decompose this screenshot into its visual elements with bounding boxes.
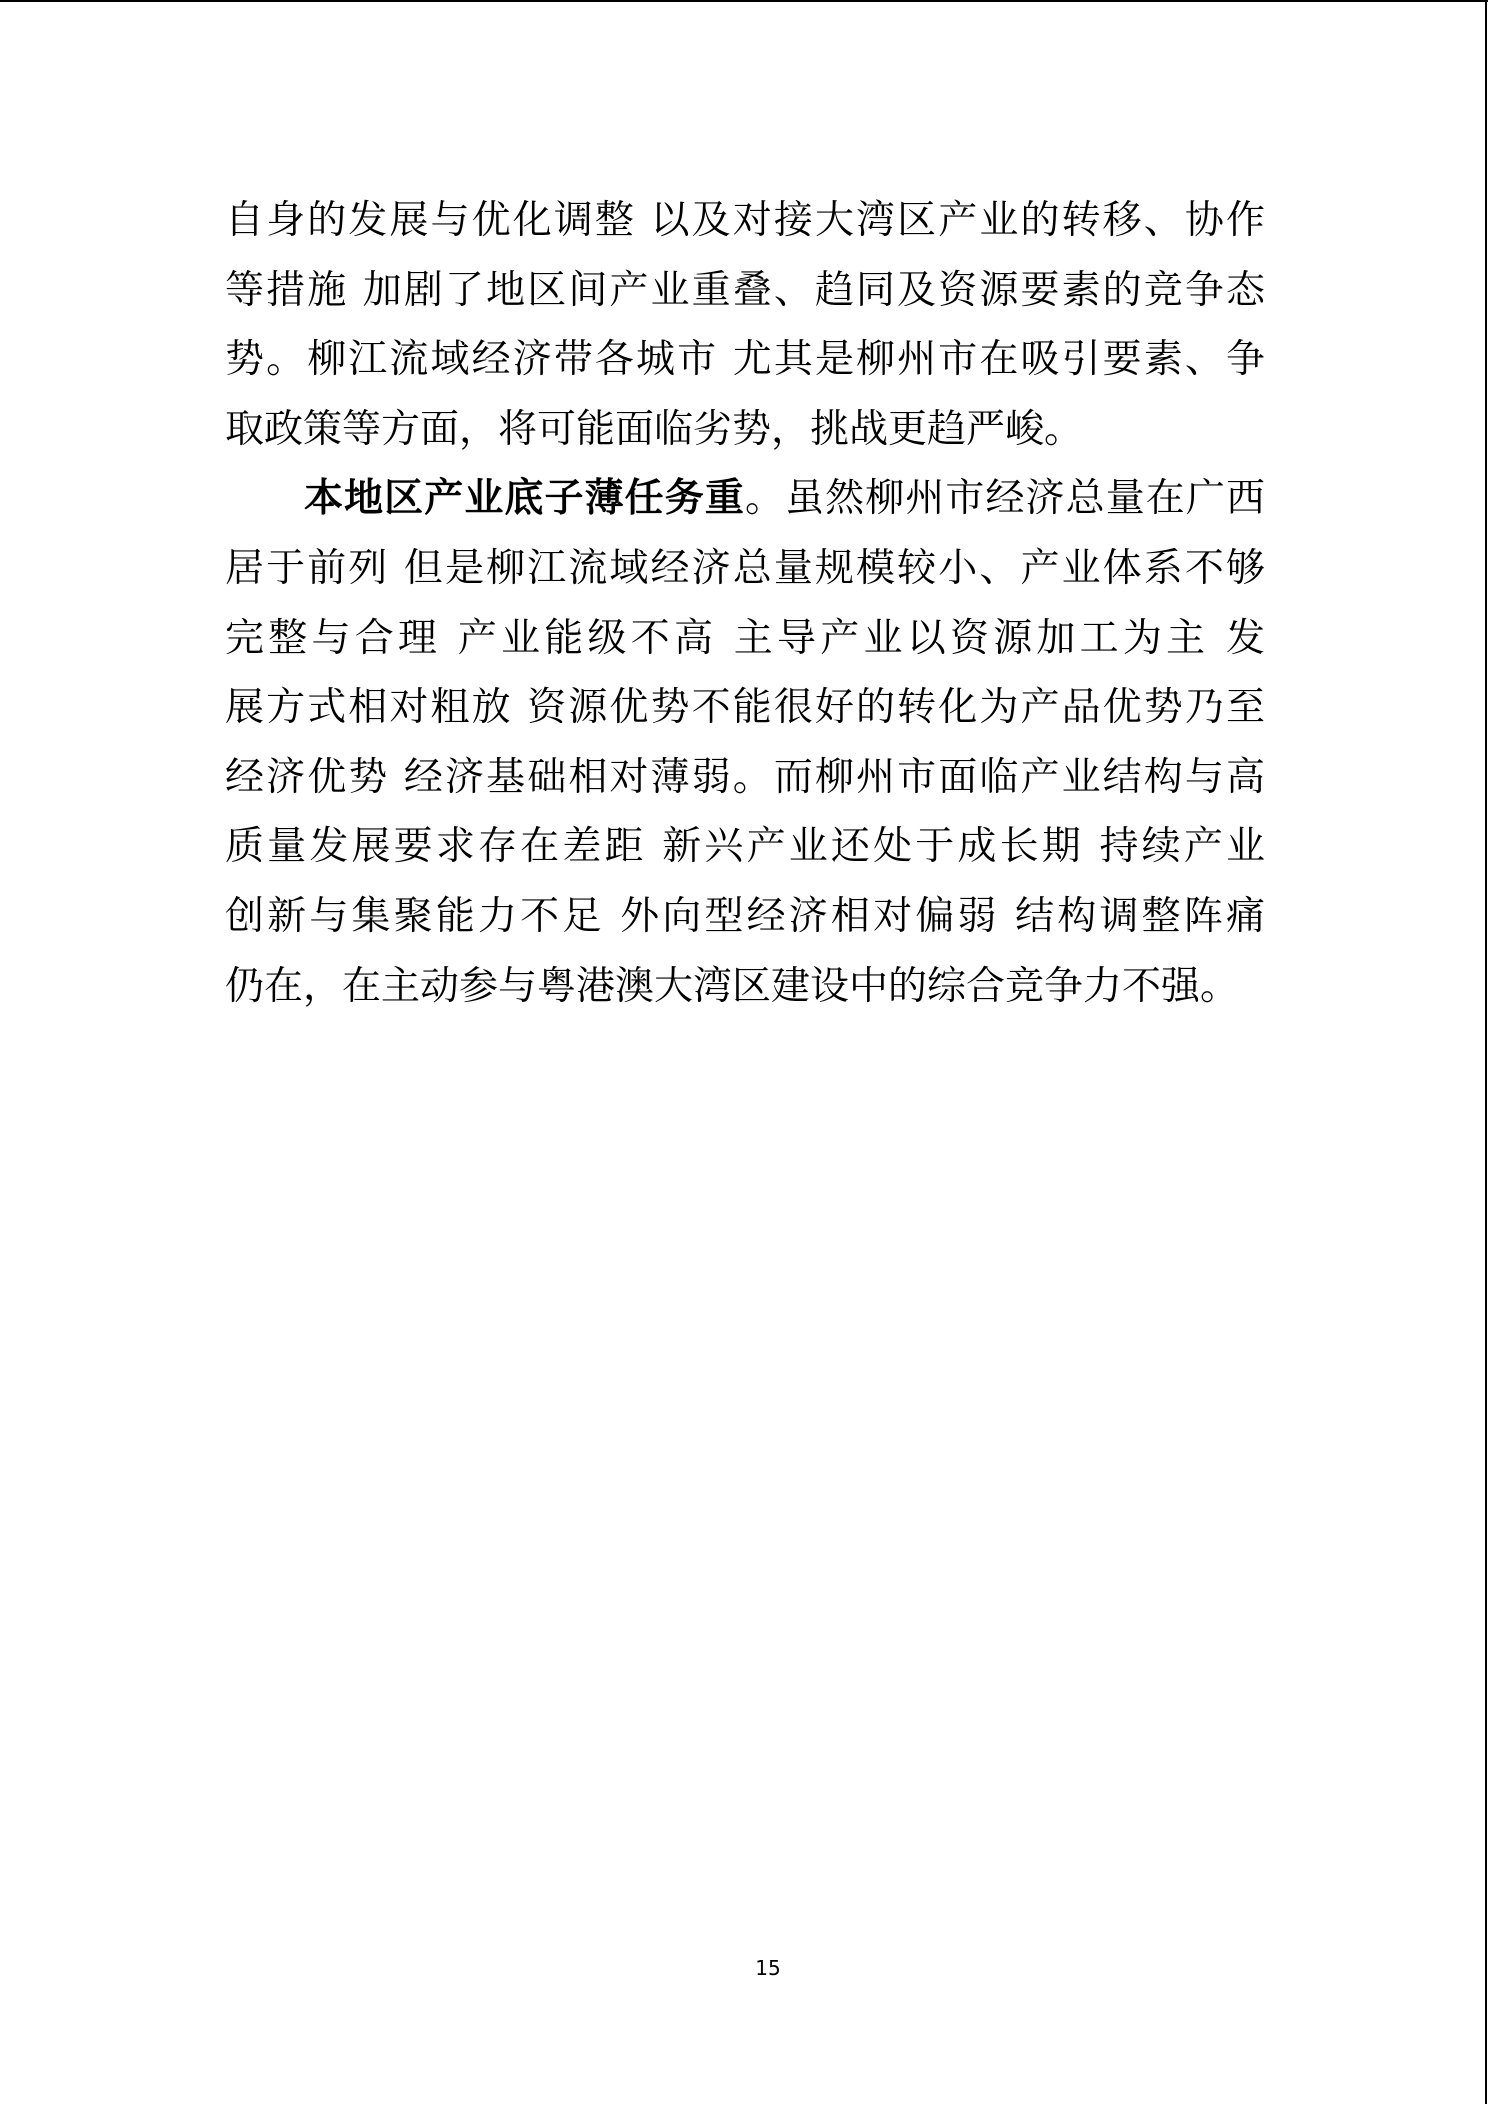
paragraph-2-heading: 本地区产业底子薄任务重 — [304, 476, 745, 521]
paragraph-1-line-3: 势。柳江流域经济带各城市 尤其是柳州市在吸引要素、争 — [225, 337, 1265, 382]
paragraph-2-line-6: 质量发展要求存在差距 新兴产业还处于成长期 持续产业 — [225, 824, 1265, 869]
paragraph-2-first-line-rest: 。虽然柳州市经济总量在广西 — [744, 476, 1265, 521]
paragraph-2-line-4: 展方式相对粗放 资源优势不能很好的转化为产品优势乃至 — [225, 685, 1265, 730]
paragraph-2-line-7: 创新与集聚能力不足 外向型经济相对偏弱 结构调整阵痛 — [225, 894, 1265, 939]
paragraph-2-line-5: 经济优势 经济基础相对薄弱。而柳州市面临产业结构与高 — [225, 755, 1265, 800]
paragraph-2-line-1 — [304, 468, 1265, 530]
page-number: 15 — [755, 1956, 781, 1980]
page-top-border — [0, 0, 1488, 2]
paragraph-1-line-2: 等措施 加剧了地区间产业重叠、趋同及资源要素的竞争态 — [225, 268, 1265, 313]
paragraph-2-line-2: 居于前列 但是柳江流域经济总量规模较小、产业体系不够 — [225, 546, 1265, 591]
paragraph-2-line-3: 完整与合理 产业能级不高 主导产业以资源加工为主 发 — [225, 616, 1265, 661]
page-right-border — [1485, 0, 1487, 2104]
paragraph-2-line-8: 仍在，在主动参与粤港澳大湾区建设中的综合竞争力不强。 — [225, 964, 1240, 1009]
paragraph-1-line-1: 自身的发展与优化调整 以及对接大湾区产业的转移、协作 — [225, 198, 1265, 243]
paragraph-1-line-4: 取政策等方面，将可能面临劣势，挑战更趋严峻。 — [225, 407, 1084, 452]
